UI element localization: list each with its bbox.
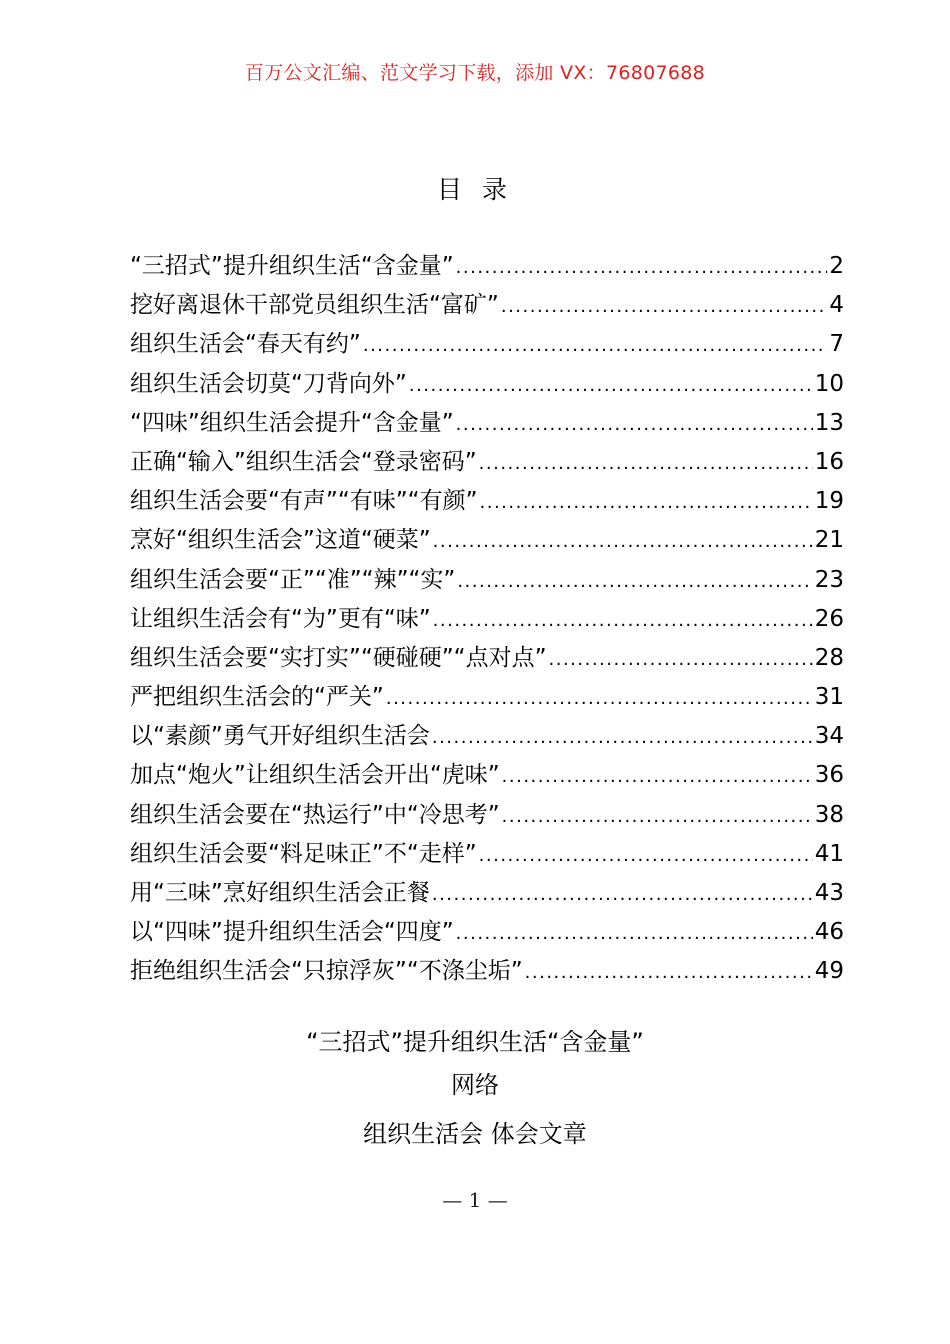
- toc-entry-title: 烹好“组织生活会”这道“硬菜”: [130, 527, 431, 554]
- toc-entry[interactable]: [130, 600, 844, 639]
- toc-leader-dots: [502, 797, 813, 836]
- toc-entry[interactable]: [130, 717, 844, 756]
- section-tag: 组织生活会 体会文章: [363, 1120, 587, 1148]
- section-title: “三招式”提升组织生活“含金量”: [306, 1028, 644, 1056]
- toc-entry-page: 36: [814, 762, 844, 789]
- toc-entry[interactable]: [130, 286, 844, 325]
- toc-entry-title: 拒绝组织生活会“只掠浮灰”“不涤尘垢”: [130, 958, 523, 985]
- toc-entry-page: 4: [829, 292, 844, 319]
- toc-leader-dots: [457, 562, 812, 601]
- toc-leader-dots: [549, 640, 813, 679]
- toc-entry-page: 2: [829, 253, 844, 279]
- toc-entry-page: 41: [814, 840, 844, 867]
- toc-entry-title: 加点“炮火”让组织生活会开出“虎味”: [130, 762, 500, 789]
- toc-entry-title: 严把组织生活会的“严关”: [130, 684, 384, 711]
- toc-entry-page: 49: [814, 958, 844, 985]
- toc-entry-title: 组织生活会要“实打实”“硬碰硬”“点对点”: [130, 644, 547, 671]
- toc-entry-title: 挖好离退休干部党员组织生活“富矿”: [130, 292, 499, 319]
- toc-entry-page: 7: [829, 331, 844, 358]
- toc-entry-page: 26: [814, 605, 844, 632]
- toc-entry[interactable]: [130, 404, 844, 443]
- toc-entry-page: 43: [814, 880, 844, 906]
- toc-entry[interactable]: [130, 325, 844, 364]
- section-source: 网络: [451, 1071, 499, 1099]
- toc-leader-dots: [501, 287, 828, 326]
- page-number: — 1 —: [442, 1188, 508, 1212]
- toc-leader-dots: [456, 914, 813, 953]
- toc-entry-title: 组织生活会切莫“刀背向外”: [130, 370, 407, 397]
- toc-entry-page: 10: [814, 370, 844, 397]
- toc-entry[interactable]: [130, 678, 844, 717]
- toc-entry-title: 正确“输入”组织生活会“登录密码”: [130, 448, 477, 475]
- toc-leader-dots: [456, 405, 813, 444]
- toc-entry[interactable]: [130, 835, 844, 874]
- toc-entry[interactable]: [130, 952, 844, 991]
- toc-leader-dots: [525, 953, 813, 992]
- toc-entry-page: 28: [814, 644, 844, 671]
- toc-leader-dots: [479, 836, 813, 875]
- toc-leader-dots: [363, 326, 828, 365]
- toc-entry[interactable]: [130, 796, 844, 835]
- toc-entry-page: 23: [814, 566, 844, 593]
- toc-entry-page: 13: [814, 409, 844, 436]
- toc-entry[interactable]: [130, 639, 844, 678]
- toc-entry[interactable]: [130, 443, 844, 482]
- toc-entry[interactable]: [130, 756, 844, 795]
- toc-entry-title: 组织生活会“春天有约”: [130, 331, 361, 358]
- toc-entry-title: 以“素颜”勇气开好组织生活会: [130, 723, 430, 750]
- toc-entry-title: 让组织生活会有“为”更有“味”: [130, 605, 431, 632]
- toc-entry[interactable]: [130, 247, 844, 286]
- toc-entry-page: 34: [814, 723, 844, 750]
- toc-entry[interactable]: [130, 482, 844, 521]
- toc-leader-dots: [432, 718, 813, 757]
- table-of-contents: [130, 247, 844, 992]
- toc-entry-title: 组织生活会要“有声”“有味”“有颜”: [130, 488, 478, 515]
- toc-entry[interactable]: [130, 874, 844, 913]
- toc-entry-page: 38: [814, 801, 844, 828]
- toc-entry-title: 组织生活会要“正”“准”“辣”“实”: [130, 566, 456, 593]
- toc-entry-title: 组织生活会要在“热运行”中“冷思考”: [130, 801, 500, 828]
- toc-heading: 目 录: [437, 175, 513, 204]
- toc-leader-dots: [433, 522, 813, 561]
- toc-entry-page: 21: [814, 527, 844, 554]
- toc-entry-title: 以“四味”提升组织生活会“四度”: [130, 919, 454, 946]
- toc-leader-dots: [480, 483, 813, 522]
- toc-entry-page: 16: [814, 448, 844, 475]
- toc-leader-dots: [386, 679, 813, 718]
- toc-leader-dots: [502, 757, 813, 796]
- toc-entry-title: 用“三味”烹好组织生活会正餐: [130, 880, 430, 906]
- toc-leader-dots: [432, 875, 813, 914]
- toc-leader-dots: [479, 444, 813, 483]
- toc-entry-title: 组织生活会要“料足味正”不“走样”: [130, 840, 477, 867]
- toc-entry-title: “四味”组织生活会提升“含金量”: [130, 409, 454, 436]
- toc-entry-title: “三招式”提升组织生活“含金量”: [130, 253, 454, 279]
- toc-entry[interactable]: [130, 521, 844, 560]
- toc-entry-page: 19: [814, 488, 844, 515]
- toc-entry-page: 31: [814, 684, 844, 711]
- header-banner: 百万公文汇编、范文学习下载，添加 VX：76807688: [244, 62, 706, 84]
- toc-leader-dots: [433, 601, 813, 640]
- toc-entry-page: 46: [814, 919, 844, 946]
- toc-leader-dots: [409, 366, 813, 405]
- toc-entry[interactable]: [130, 561, 844, 600]
- toc-entry[interactable]: [130, 913, 844, 952]
- toc-entry[interactable]: [130, 365, 844, 404]
- toc-leader-dots: [456, 248, 828, 287]
